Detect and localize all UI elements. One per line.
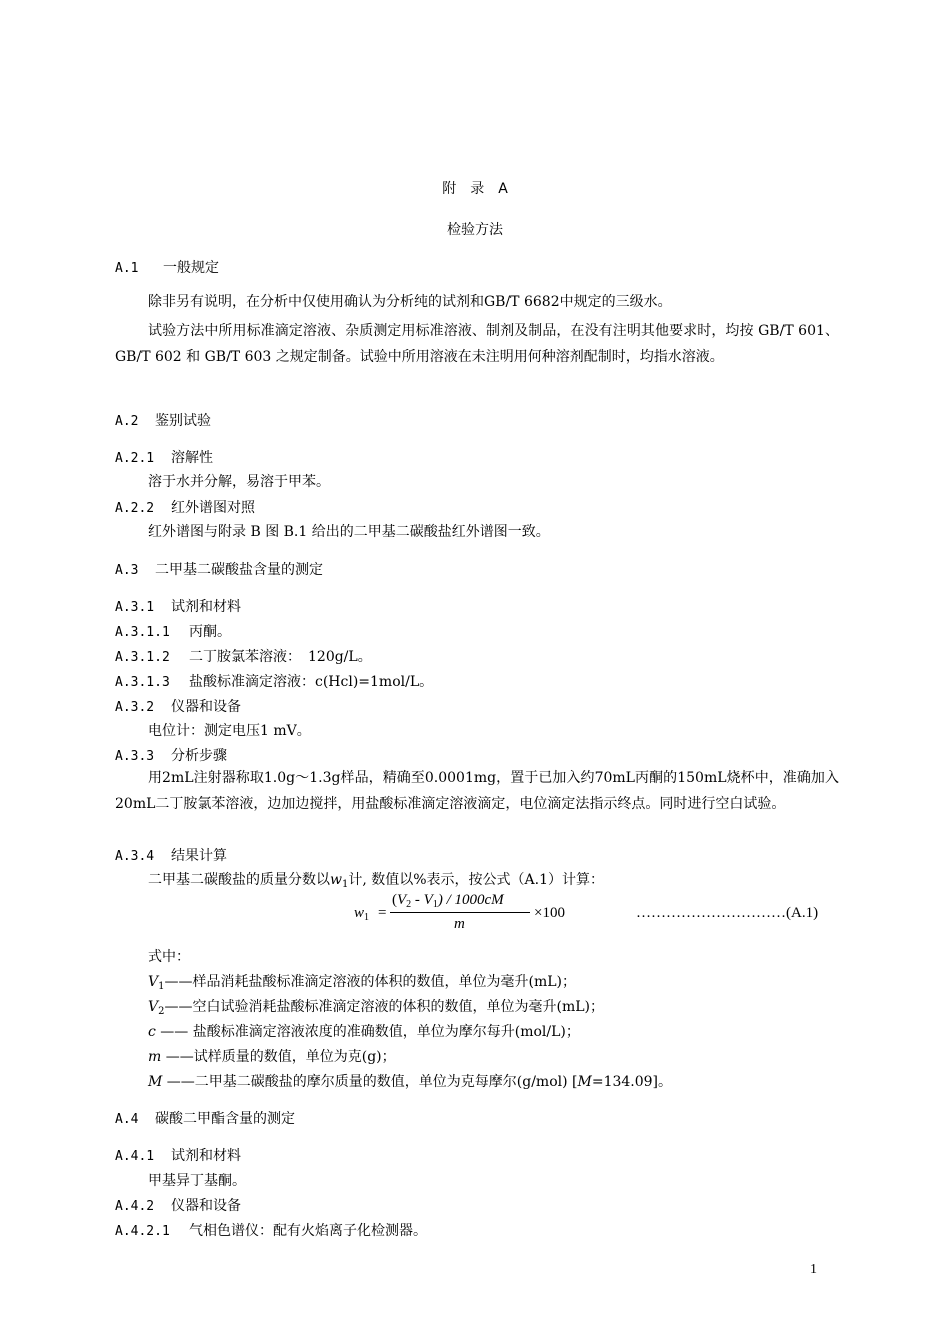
- subsection-heading: [115, 1145, 241, 1165]
- list-item: [115, 1220, 427, 1240]
- formula-a1: [352, 892, 602, 942]
- section-number: A.3: [115, 563, 139, 578]
- section-title: 红外谱图对照: [171, 500, 255, 516]
- where-label: 式中：: [148, 949, 190, 965]
- paragraph: 除非另有说明，在分析中仅使用确认为分析纯的试剂和GB/T 6682中规定的三级水。: [148, 294, 672, 310]
- paragraph: 试验方法中所用标准滴定溶液、杂质测定用标准溶液、制剂及制品，在没有注明其他要求时，均按 GB/T 601、GB/T 602 和 GB/T 603 之规定制备。试验中所用溶液在未注明用何种溶剂配制时，均指水溶液。: [115, 323, 839, 365]
- item-text: 丙酮。: [189, 624, 231, 640]
- section-title: 二甲基二碳酸盐含量的测定: [155, 562, 323, 578]
- formula-denominator: m: [454, 916, 465, 932]
- section-title: 仪器和设备: [171, 1198, 241, 1214]
- item-text: 二丁胺氯苯溶液： 120g/L。: [189, 649, 372, 665]
- equation-label: (A.1): [786, 905, 819, 921]
- subsection-heading: [115, 1195, 241, 1215]
- section-title: 溶解性: [171, 450, 213, 466]
- section-title: 试剂和材料: [171, 599, 241, 615]
- item-text: 盐酸标准滴定溶液：c(Hcl)=1mol/L。: [189, 674, 434, 690]
- appendix-title: 附 录 A: [442, 181, 508, 197]
- section-number: A.4.2: [115, 1199, 155, 1214]
- formula-equals: =: [378, 905, 387, 921]
- paragraph: 用2mL注射器称取1.0g～1.3g样品，精确至0.0001mg，置于已加入约70mL丙酮的150mL烧杯中，准确加入20mL二丁胺氯苯溶液，边加边搅拌，用盐酸标准滴定溶液滴定，电位滴定法指示终点。同时进行空白试验。: [115, 770, 839, 812]
- section-number: A.3.1: [115, 600, 155, 615]
- variable-definition: M ——二甲基二碳酸盐的摩尔质量的数值，单位为克每摩尔(g/mol) [M=134.09]。: [148, 1074, 673, 1090]
- section-number: A.2: [115, 414, 139, 429]
- list-item: [115, 621, 231, 641]
- item-number: A.4.2.1: [115, 1224, 170, 1239]
- paragraph: [148, 869, 604, 889]
- list-item: [115, 671, 433, 691]
- section-title: 一般规定: [163, 260, 219, 276]
- variable-definition: $V_2——$空白试验消耗盐酸标准滴定溶液的体积的数值，单位为毫升(mL)；: [148, 999, 604, 1017]
- subsection-heading: [115, 596, 241, 616]
- formula-numerator: $(V_2 - V_1) / 1000cM$: [392, 892, 504, 910]
- section-title: 试剂和材料: [171, 1148, 241, 1164]
- variable-definition: $V_1——$样品消耗盐酸标准滴定溶液的体积的数值，单位为毫升(mL)；: [148, 974, 576, 992]
- section-title: 分析步骤: [171, 748, 227, 764]
- page-number: 1: [810, 1262, 817, 1277]
- variable-definition: m ——试样质量的数值，单位为克(g)；: [148, 1049, 396, 1065]
- paragraph: 红外谱图与附录 B 图 B.1 给出的二甲基二碳酸盐红外谱图一致。: [148, 524, 550, 540]
- fraction-bar: [390, 912, 530, 913]
- section-number: A.3.3: [115, 749, 155, 764]
- section-number: A.4: [115, 1112, 139, 1127]
- leader-dots: …………………………: [636, 905, 786, 921]
- subscript: 1: [341, 879, 349, 890]
- formula-number: [636, 905, 818, 922]
- section-a3-heading: [115, 559, 323, 579]
- text-run: 二甲基二碳酸盐的质量分数以: [148, 872, 330, 888]
- section-title: 仪器和设备: [171, 699, 241, 715]
- subsection-heading: [115, 845, 227, 865]
- section-title: 结果计算: [171, 848, 227, 864]
- subsection-heading: [115, 497, 255, 517]
- formula-lhs: $w_1$: [354, 905, 370, 923]
- section-number: A.3.2: [115, 700, 155, 715]
- section-number: A.1: [115, 261, 139, 276]
- item-text: 气相色谱仪：配有火焰离子化检测器。: [189, 1223, 427, 1239]
- section-number: A.3.4: [115, 849, 155, 864]
- list-item: [115, 646, 372, 666]
- paragraph: 电位计：测定电压1 mV。: [148, 723, 311, 739]
- paragraph: 甲基异丁基酮。: [148, 1173, 246, 1189]
- subsection-heading: [115, 447, 213, 467]
- subsection-heading: [115, 696, 241, 716]
- subsection-heading: [115, 745, 227, 765]
- section-a1-heading: [115, 257, 219, 277]
- section-number: A.2.1: [115, 451, 155, 466]
- formula-multiplier: ×100: [534, 905, 565, 921]
- section-a2-heading: [115, 410, 211, 430]
- paragraph: 溶于水并分解，易溶于甲苯。: [148, 474, 330, 490]
- text-run: 计, 数值以%表示，按公式（A.1）计算：: [348, 872, 605, 888]
- section-a4-heading: [115, 1108, 295, 1128]
- section-title: 碳酸二甲酯含量的测定: [155, 1111, 295, 1127]
- item-number: A.3.1.3: [115, 675, 170, 690]
- appendix-subtitle: 检验方法: [447, 222, 503, 238]
- section-number: A.2.2: [115, 501, 155, 516]
- item-number: A.3.1.1: [115, 625, 170, 640]
- variable-definition: c —— 盐酸标准滴定溶液浓度的准确数值，单位为摩尔每升(mol/L)；: [148, 1024, 580, 1040]
- item-number: A.3.1.2: [115, 650, 170, 665]
- section-title: 鉴别试验: [155, 413, 211, 429]
- section-number: A.4.1: [115, 1149, 155, 1164]
- variable: w: [330, 872, 342, 888]
